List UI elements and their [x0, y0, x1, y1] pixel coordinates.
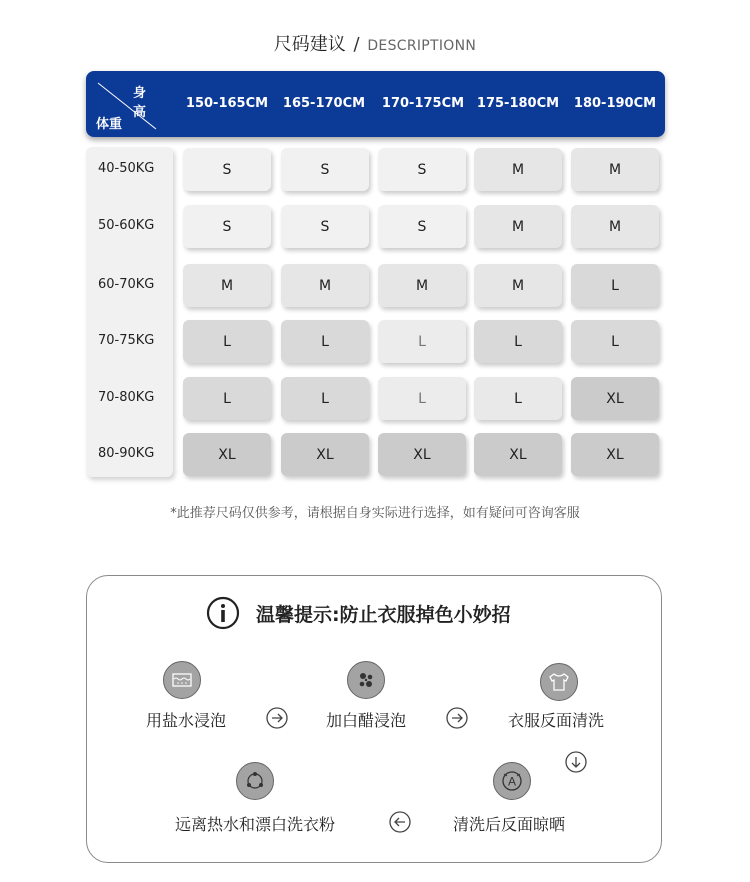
size-cell: XL — [571, 433, 659, 476]
size-cell: M — [474, 205, 562, 248]
header-col-1: 150-165CM — [185, 96, 269, 111]
header-col-3: 170-175CM — [381, 96, 465, 111]
arrow-right-icon — [446, 707, 468, 729]
svg-text:A: A — [507, 774, 517, 789]
arrow-right-icon — [266, 707, 288, 729]
size-cell: S — [281, 148, 369, 191]
size-cell: M — [183, 264, 271, 307]
section-title — [0, 30, 750, 56]
title-slash: / — [353, 34, 360, 55]
size-cell: S — [378, 205, 466, 248]
size-cell: L — [571, 320, 659, 363]
size-cell: S — [183, 205, 271, 248]
step-label-salt: 用盐水浸泡 — [145, 711, 226, 730]
size-cell: L — [183, 320, 271, 363]
header-col-4: 175-180CM — [476, 96, 560, 111]
size-cell: L — [378, 320, 466, 363]
row-label: 40-50KG — [98, 161, 155, 176]
header-col-2: 165-170CM — [282, 96, 366, 111]
step-label-dry: 清洗后反面晾晒 — [452, 815, 565, 834]
vinegar-icon — [347, 661, 385, 699]
size-cell: L — [281, 377, 369, 420]
height-label: 身高 — [133, 86, 147, 120]
size-cell: L — [474, 377, 562, 420]
size-note: *此推荐尺码仅供参考，请根据自身实际进行选择，如有疑问可咨询客服 — [170, 506, 580, 521]
step-label-vinegar: 加白醋浸泡 — [325, 711, 406, 730]
size-cell: L — [474, 320, 562, 363]
size-cell: XL — [571, 377, 659, 420]
size-cell: L — [281, 320, 369, 363]
size-cell: S — [281, 205, 369, 248]
size-table-header — [86, 71, 665, 137]
tips-title-text: 温馨提示:防止衣服掉色小妙招 — [256, 603, 511, 626]
weight-label: 体重 — [96, 117, 123, 132]
recycle-icon — [236, 762, 274, 800]
size-cell: M — [474, 148, 562, 191]
size-cell: L — [183, 377, 271, 420]
title-main: 尺码建议 — [273, 34, 346, 55]
size-cell: XL — [281, 433, 369, 476]
row-label: 70-80KG — [98, 390, 155, 405]
row-label: 50-60KG — [98, 218, 155, 233]
step-label-reverse-wash: 衣服反面清洗 — [507, 711, 604, 730]
arrow-down-icon — [565, 751, 587, 773]
size-cell: S — [378, 148, 466, 191]
size-cell: M — [571, 205, 659, 248]
title-sub: DESCRIPTIONN — [367, 38, 477, 54]
size-cell: XL — [183, 433, 271, 476]
tips-title — [206, 596, 511, 630]
sun-dry-icon — [493, 762, 531, 800]
arrow-left-icon — [389, 811, 411, 833]
size-cell: L — [571, 264, 659, 307]
size-cell: L — [378, 377, 466, 420]
tshirt-icon — [540, 663, 578, 701]
header-col-5: 180-190CM — [573, 96, 657, 111]
corner-cell — [86, 71, 158, 137]
size-cell: XL — [474, 433, 562, 476]
step-label-avoid-hot-water: 远离热水和漂白洗衣粉 — [174, 815, 335, 834]
size-cell: S — [183, 148, 271, 191]
row-label: 70-75KG — [98, 333, 155, 348]
row-label: 60-70KG — [98, 277, 155, 292]
size-cell: XL — [378, 433, 466, 476]
row-label: 80-90KG — [98, 446, 155, 461]
weight-column — [86, 147, 173, 477]
size-cell: M — [378, 264, 466, 307]
size-cell: M — [281, 264, 369, 307]
size-cell: M — [571, 148, 659, 191]
salt-water-icon — [163, 661, 201, 699]
info-icon — [206, 596, 240, 630]
size-cell: M — [474, 264, 562, 307]
